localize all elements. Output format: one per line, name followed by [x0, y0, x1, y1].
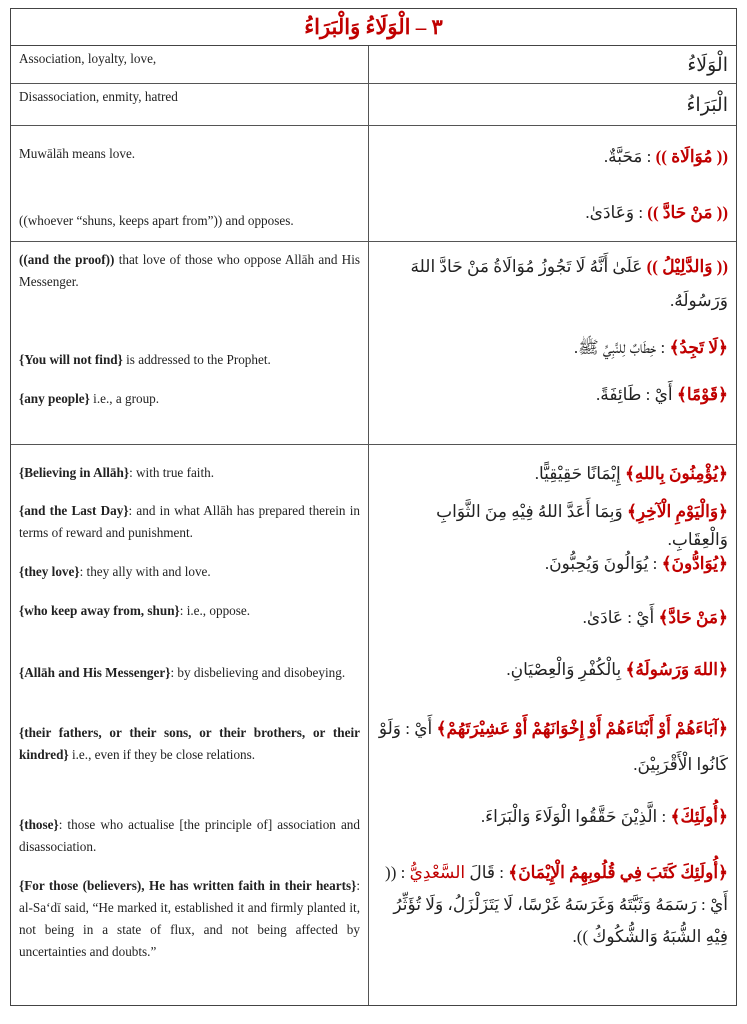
table-row	[11, 84, 736, 126]
english-line: {their fathers, or their sons, or their brothers, or their kindred} i.e., even if they be close relations.	[19, 725, 360, 762]
arabic-cell	[369, 242, 736, 444]
english-cell	[11, 445, 369, 1005]
english-line: {For those (believers), He has written faith in their hearts}: al-Sa‘dī said, “He marked it, established it and firmly planted it, not being in a state of flux, and not being affected by uncertainties and doubts.”	[19, 878, 360, 959]
english-cell	[11, 46, 369, 83]
english-line: {any people} i.e., a group.	[19, 391, 160, 406]
arabic-line: ﴿أُولَئِكَ كَتَبَ فِي قُلُوبِهِمُ الْإِيْمَانَ﴾ : قَالَ السَّعْدِيُّ : (( أَيْ : رَسَمَهُ وَثَبَّتَهُ وَغَرَسَهُ غَرْسًا، لَا يَتَزَلْزَلُ، وَلَا تُؤَثِّرُ فِيْهِ الشُّبَهُ وَالشُّكُوكُ )).	[385, 863, 728, 946]
english-cell	[11, 126, 369, 241]
english-line: {those}: those who actualise [the principle of] association and disassociation.	[19, 817, 360, 854]
arabic-line: الْبَرَاءُ	[686, 95, 728, 116]
section-title: ٣ – الْوَلَاءُ وَالْبَرَاءُ	[11, 9, 736, 46]
english-line: {who keep away from, shun}: i.e., oppose.	[19, 603, 251, 618]
english-line: Disassociation, enmity, hatred	[19, 89, 178, 104]
english-line: {Allāh and His Messenger}: by disbelieving and disobeying.	[19, 665, 346, 680]
arabic-line: ﴿اللهَ وَرَسُولَهُ﴾ بِالْكُفْرِ وَالْعِصْيَانِ.	[506, 660, 728, 679]
arabic-line: ﴿أُولَئِكَ﴾ : الَّذِيْنَ حَقَّقُوا الْوَلَاءَ وَالْبَرَاءَ.	[480, 807, 728, 826]
arabic-line: ﴿لَا تَجِدُ﴾ : خِطَابٌ لِلنَّبِيِّ ﷺ.	[573, 338, 728, 357]
arabic-line: ﴿آبَاءَهُمْ أَوْ أَبْنَاءَهُمْ أَوْ إِخْوَانَهُمْ أَوْ عَشِيْرَتَهُمْ﴾ أَيْ : وَلَوْ كَانُوا الْأَقْرَبِيْنَ.	[378, 719, 728, 774]
english-line: Muwālāh means love.	[19, 146, 136, 161]
arabic-cell	[369, 46, 736, 83]
english-line: {You will not find} is addressed to the Prophet.	[19, 352, 271, 367]
english-cell	[11, 84, 369, 125]
arabic-line: ﴿يُوَادُّونَ﴾ : يُوَالُونَ وَيُحِبُّونَ.	[544, 554, 728, 573]
table-row	[11, 126, 736, 242]
arabic-cell	[369, 126, 736, 241]
table-row	[11, 445, 736, 1005]
arabic-line: (( مُوَالَاة )) : مَحَبَّةٌ.	[603, 147, 728, 166]
english-cell	[11, 242, 369, 444]
arabic-line: (( وَالدَّلِيْلُ )) عَلَىٰ أَنَّهُ لَا تَجُوزُ مُوَالَاةُ مَنْ حَادَّ اللهَ وَرَسُولَهُ.	[410, 257, 728, 310]
arabic-line: ﴿وَالْيَوْمِ الْآخِرِ﴾ وَبِمَا أَعَدَّ اللهُ فِيْهِ مِنَ الثَّوَابِ وَالْعِقَابِ.	[436, 502, 728, 549]
arabic-line: ﴿يُؤْمِنُونَ بِاللهِ﴾ إِيْمَانًا حَقِيْقِيًّا.	[534, 464, 728, 483]
table-row	[11, 242, 736, 445]
document-table	[10, 8, 737, 1006]
english-line: ((and the proof)) that love of those who oppose Allāh and His Messenger.	[19, 252, 360, 289]
arabic-line: الْوَلَاءُ	[687, 55, 728, 76]
english-line: ((whoever “shuns, keeps apart from”)) and opposes.	[19, 213, 294, 228]
arabic-line: (( مَنْ حَادَّ )) : وَعَادَىٰ.	[585, 203, 728, 222]
english-line: {Believing in Allāh}: with true faith.	[19, 465, 215, 480]
arabic-line: ﴿قَوْمًا﴾ أَيْ : طَائِفَةً.	[595, 385, 728, 404]
english-line: {they love}: they ally with and love.	[19, 564, 211, 579]
english-line: Association, loyalty, love,	[19, 51, 157, 66]
arabic-cell	[369, 84, 736, 125]
english-line: {and the Last Day}: and in what Allāh has prepared therein in terms of reward and punishment.	[19, 503, 360, 540]
arabic-line: ﴿مَنْ حَادَّ﴾ أَيْ : عَادَىٰ.	[582, 608, 728, 627]
table-row	[11, 46, 736, 84]
arabic-cell	[369, 445, 736, 1005]
